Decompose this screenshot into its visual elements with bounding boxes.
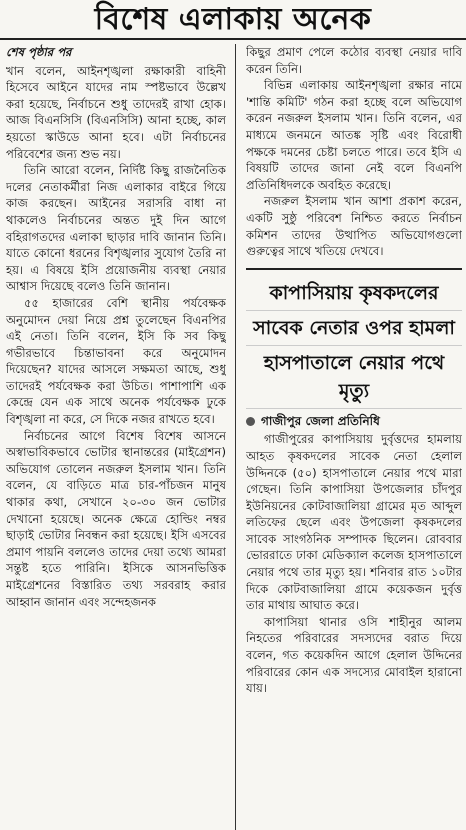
paragraph: খান বলেন, আইনশৃঙ্খলা রক্ষাকারী বাহিনী হিসেবে আইনে যাদের নাম স্পষ্টভাবে উল্লেখ করা হয়েছে, নির্বাচনে শুধু তাদেরই রাখা হোক। আজ বিএনসিসি (বিএনসিসি) আনা হচ্ছে, কাল হয়তো স্কাউডে আনা হবে। এটা নির্বাচনের পরিবেশের জন্য শুভ নয়। [6, 63, 226, 161]
sub-headline-line: সাবেক নেতার ওপর হামলা [246, 311, 462, 346]
paragraph: কিছুর প্রমাণ পেলে কঠোর ব্যবস্থা নেয়ার দাবি করেন তিনি। [246, 45, 462, 76]
paragraph: নির্বাচনের আগে বিশেষ বিশেষ আসনে অস্বাভাবিকভাবে ভোটার স্থানান্তরের (মাইগ্রেশন) অভিযোগ তোলেন নজরুল ইসলাম খান। তিনি বলেন, যে বাড়িতে মাত্র চার-পাঁচজন মানুষ থাকার কথা, সেখানে ২০-৩০ জন ভোটার দেখানো হয়েছে। অনেক ক্ষেত্রে হোল্ডিং নম্বর ছাড়াই ভোটার নিবন্ধন করা হয়েছে। ইসি এসবের প্রমাণ পায়নি বললেও তাদের দেয়া তথ্যে আমরা সন্তুষ্ট হতে পারিনি। ইসিকে আসনভিত্তিক মাইগ্রেশনের বিস্তারিত তথ্য সরবরাহ করার আহ্বান জানান এবং সন্দেহজনক [6, 428, 226, 609]
byline-text: গাজীপুর জেলা প্রতিনিধি [261, 413, 380, 428]
paragraph: গাজীপুরের কাপাসিয়ায় দুর্বৃত্তদের হামলায় আহত কৃষকদলের সাবেক নেতা হেলাল উদ্দিনকে (৫০) হাসপাতালে নেয়ার পথে মারা গেছেন। তিনি কাপাসিয়া উপজেলার চাঁদপুর ইউনিয়নের কোটবাজালিয়া গ্রামের মৃত আব্দুল লতিফের ছেলে এবং উপজেলা কৃষকদলের সাবেক সাংগঠনিক সম্পাদক ছিলেন। রোববার ভোররাতে ঢাকা মেডিক্যাল কলেজ হাসপাতালে নেয়ার পথে তার মৃত্যু হয়। শনিবার রাত ১০টার দিকে কোটবাজালিয়া গ্রামে কয়েকজন দুর্বৃত্ত তার মাথায় আঘাত করে। [246, 432, 462, 613]
paragraph: ৫৫ হাজারের বেশি স্থানীয় পর্যবেক্ষক অনুমোদন দেয়া নিয়ে প্রশ্ন তুলেছেন বিএনপির এই নেতা। তিনি বলেন, ইসি কি সব কিছু গভীরভাবে চিন্তাভাবনা করে অনুমোদন দিয়েছেন? যাদের আসলে সক্ষমতা আছে, শুধু তাদেরই পর্যবেক্ষক করা উচিত। পাশাপাশি এক কেন্দ্রে যেন এক সাথে অনেক পর্যবেক্ষক ঢুকে বিশৃঙ্খলা না করে, সে দিকে নজর রাখতে হবে। [6, 295, 226, 427]
paragraph: কাপাসিয়া থানার ওসি শাহীনুর আলম নিহতের পরিবারের সদস্যদের বরাত দিয়ে বলেন, গত কয়েকদিন আগে হেলাল উদ্দিনের পরিবারের কোন এক সদস্যের মোবাইল হারানো যায়। [246, 614, 462, 696]
column-divider [235, 44, 236, 830]
right-column [246, 44, 462, 830]
section-headline: বিশেষ এলাকায় অনেক [0, 0, 466, 40]
paragraph: নজরুল ইসলাম খান আশা প্রকাশ করেন, একটি সুষ্ঠু পরিবেশ নিশ্চিত করতে নির্বাচন কমিশন তাদের উত্থাপিত অভিযোগগুলো গুরুত্বের সাথে খতিয়ে দেখবে। [246, 194, 462, 259]
sub-headline-line: হাসপাতালে নেয়ার পথে মৃত্যু [246, 346, 462, 409]
continued-from-label: শেষ পৃষ্ঠার পর [6, 45, 72, 59]
sub-headline-line: কাপাসিয়ায় কৃষকদলের [246, 276, 462, 311]
left-column [6, 44, 226, 830]
paragraph: তিনি আরো বলেন, নির্দিষ্ট কিছু রাজনৈতিক দলের নেতাকর্মীরা নিজ এলাকার বাইরে গিয়ে কাজ করছেন। আইনের সরাসরি বাধা না থাকলেও নির্বাচনের অন্তত দুই দিন আগে বহিরাগতদের এলাকা ছাড়ার দাবি জানান তিনি। যাতে কোনো ধরনের বিশৃঙ্খলার সুযোগ তৈরি না হয়। এ বিষয়ে ইসি প্রয়োজনীয় ব্যবস্থা নেয়ার আশ্বাস দিয়েছে বলেও তিনি জানান। [6, 163, 226, 294]
sub-headline [246, 268, 462, 409]
paragraph: বিভিন্ন এলাকায় আইনশৃঙ্খলা রক্ষার নামে 'শান্তি কমিটি' গঠন করা হচ্ছে বলে অভিযোগ করেন নজরুল ইসলাম খান। তিনি বলেন, এর মাধ্যমে জনমনে আতঙ্ক সৃষ্টি এবং বিরোধী পক্ষকে দমনের চেষ্টা চলতে পারে। তবে ইসি এ বিষয়টি তাদের জানা নেই বলে বিএনপি প্রতিনিধিদলকে অবহিত করেছে। [246, 78, 462, 192]
byline [246, 413, 462, 430]
bullet-icon [246, 417, 255, 426]
